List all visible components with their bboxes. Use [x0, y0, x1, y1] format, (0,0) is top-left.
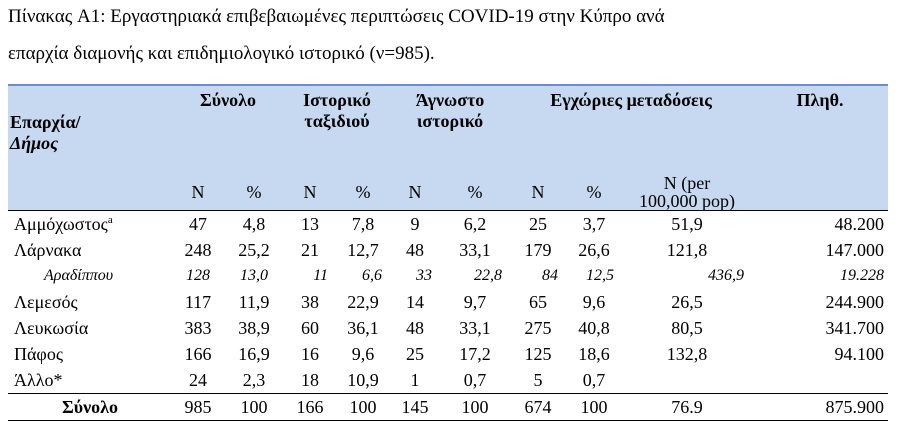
data-cell: 25 — [406, 344, 424, 364]
data-cell: 132,8 — [666, 344, 708, 364]
table-row — [8, 315, 888, 341]
data-cell: 22,9 — [347, 292, 379, 312]
subheader-n: N — [390, 174, 440, 211]
table-row — [8, 211, 888, 238]
data-cell: 33,1 — [459, 240, 491, 260]
row-label-cell: Αραδίππου — [44, 267, 114, 284]
data-cell: 33 — [416, 267, 432, 284]
data-cell: 5 — [533, 370, 543, 390]
data-cell: 18 — [301, 370, 319, 390]
data-cell: 166 — [284, 394, 336, 421]
data-cell: 16 — [301, 344, 319, 364]
data-cell: 383 — [184, 318, 212, 338]
data-cell: 14 — [406, 292, 424, 312]
data-cell: 76.9 — [622, 394, 752, 421]
subheader-n: N — [284, 174, 336, 211]
subheader-pct: % — [440, 174, 510, 211]
data-cell: 6,6 — [362, 267, 382, 284]
data-cell: 38 — [301, 292, 319, 312]
data-cell: 128 — [186, 267, 210, 284]
data-cell: 875.900 — [752, 394, 888, 421]
data-cell: 3,7 — [566, 211, 622, 238]
data-cell: 341.700 — [825, 318, 885, 338]
data-cell: 48.200 — [752, 211, 888, 238]
table-row — [8, 367, 888, 394]
data-cell: 22,8 — [474, 267, 503, 284]
data-cell: 244.900 — [825, 292, 885, 312]
data-cell: 7,8 — [336, 211, 390, 238]
data-cell: 125 — [524, 344, 552, 364]
data-cell: 100 — [566, 394, 622, 421]
table-row — [8, 341, 888, 367]
data-cell: 1 — [410, 370, 420, 390]
data-cell: 9 — [390, 211, 440, 238]
row-label-cell: Πάφος — [14, 344, 63, 364]
row-label-cell: Λευκωσία — [14, 318, 89, 338]
data-cell: 9,6 — [582, 292, 606, 312]
data-cell: 4,8 — [224, 211, 284, 238]
header-local-transmission: Εγχώριες μεταδόσεις — [510, 85, 752, 174]
data-cell: 436,9 — [708, 267, 745, 284]
data-cell: 80,5 — [671, 318, 703, 338]
row-label-cell: Αμμόχωστος$^a$ — [8, 211, 172, 238]
data-cell — [752, 367, 888, 394]
data-cell: 18,6 — [578, 344, 610, 364]
data-cell: 145 — [390, 394, 440, 421]
data-cell: 10,9 — [347, 370, 379, 390]
data-cell: 100 — [440, 394, 510, 421]
data-cell: 25 — [510, 211, 566, 238]
subheader-n: N — [510, 174, 566, 211]
data-cell: 100 — [224, 394, 284, 421]
subheader-n-per-100k: N (per 100,000 pop) — [622, 174, 752, 211]
data-cell: 166 — [184, 344, 212, 364]
header-unknown-history: Άγνωστο ιστορικό — [390, 85, 510, 174]
data-cell: 985 — [172, 394, 224, 421]
data-cell: 51,9 — [622, 211, 752, 238]
data-cell: 674 — [510, 394, 566, 421]
data-cell: 275 — [524, 318, 552, 338]
data-cell: 94.100 — [834, 344, 885, 364]
data-cell: 33,1 — [459, 318, 491, 338]
table-row-total — [8, 394, 888, 421]
table-row — [8, 237, 888, 263]
row-label-cell: Άλλο* — [14, 370, 63, 390]
covid-cases-table — [8, 84, 888, 421]
data-cell: 65 — [529, 292, 548, 312]
data-cell: 0,7 — [582, 370, 606, 390]
header-district: Επαρχία/ Δήμος — [8, 85, 172, 174]
data-cell: 26,5 — [671, 292, 703, 312]
data-cell: 19.228 — [840, 267, 885, 284]
table-caption-line-1: Πίνακας A1: Εργαστηριακά επιβεβαιωμένες περιπτώσεις COVID-19 στην Κύπρο ανά — [8, 6, 665, 27]
row-label-cell: Λάρνακα — [14, 240, 82, 260]
subheader-pct: % — [336, 174, 390, 211]
data-cell: 26,6 — [578, 240, 610, 260]
data-cell: 248 — [184, 240, 212, 260]
data-cell: 9,7 — [463, 292, 487, 312]
data-cell: 48 — [406, 240, 424, 260]
data-cell: 121,8 — [666, 240, 708, 260]
data-cell: 21 — [301, 240, 319, 260]
header-population: Πληθ. — [752, 85, 888, 174]
data-cell: 11,9 — [238, 292, 270, 312]
data-cell: 2,3 — [242, 370, 266, 390]
data-cell: 38,9 — [238, 318, 270, 338]
row-label-cell: Λεμεσός — [14, 292, 78, 312]
data-cell: 147.000 — [825, 240, 885, 260]
subheader-n: N — [172, 174, 224, 211]
data-cell: 60 — [301, 318, 319, 338]
data-cell: 179 — [524, 240, 552, 260]
table-row-subdistrict — [8, 263, 888, 289]
row-label-cell: Σύνολο — [8, 394, 172, 421]
data-cell: 100 — [336, 394, 390, 421]
data-cell: 36,1 — [347, 318, 379, 338]
data-cell: 0,7 — [463, 370, 487, 390]
subheader-pct: % — [224, 174, 284, 211]
header-total: Σύνολο — [172, 85, 284, 174]
data-cell: 13 — [284, 211, 336, 238]
data-cell: 9,6 — [351, 344, 375, 364]
data-cell: 17,2 — [459, 344, 491, 364]
data-cell: 117 — [184, 292, 212, 312]
header-travel-history: Ιστορικό ταξιδιού — [284, 85, 390, 174]
data-cell: 47 — [172, 211, 224, 238]
data-cell: 16,9 — [238, 344, 270, 364]
data-cell — [622, 367, 752, 394]
data-cell: 12,5 — [586, 267, 615, 284]
data-cell: 48 — [406, 318, 424, 338]
data-cell: 84 — [542, 267, 559, 284]
data-cell: 6,2 — [440, 211, 510, 238]
table-row — [8, 289, 888, 315]
table-caption-line-2: επαρχία διαμονής και επιδημιολογικό ιστορικό (ν=985). — [8, 43, 435, 64]
data-cell: 40,8 — [578, 318, 610, 338]
subheader-pct: % — [566, 174, 622, 211]
data-cell: 25,2 — [238, 240, 270, 260]
data-cell: 24 — [189, 370, 207, 390]
data-cell: 11 — [313, 267, 328, 284]
data-cell: 12,7 — [347, 240, 379, 260]
data-cell: 13,0 — [240, 267, 268, 284]
